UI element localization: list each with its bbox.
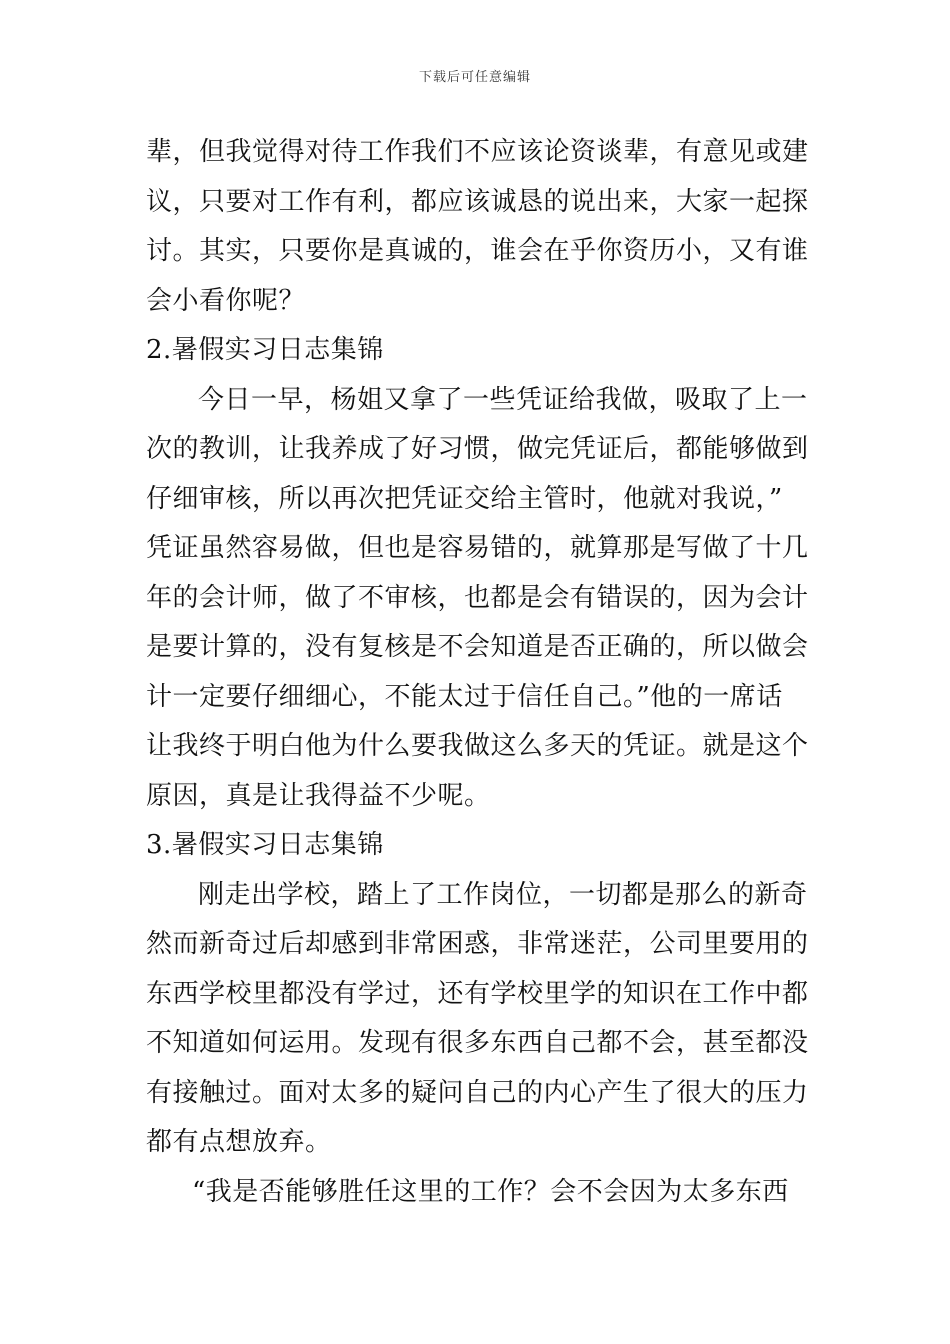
text-line: 不知道如何运用。发现有很多东西自己都不会，甚至都没 bbox=[146, 1028, 809, 1058]
text-line: 讨。其实，只要你是真诚的，谁会在乎你资历小，又有谁 bbox=[146, 236, 809, 266]
paragraph-first-line: 今日一早，杨姐又拿了一些凭证给我做，吸取了上一 bbox=[198, 384, 808, 415]
text-line: 东西学校里都没有学过，还有学校里学的知识在工作中都 bbox=[146, 978, 809, 1009]
text-line: 仔细审核，所以再次把凭证交给主管时，他就对我说，” bbox=[146, 483, 783, 514]
page-header: 下载后可任意编辑 bbox=[418, 70, 531, 85]
text-line: 议，只要对工作有利，都应该诚恳的说出来，大家一起探 bbox=[146, 186, 809, 217]
text-line: 有接触过。面对太多的疑问自己的内心产生了很大的压力 bbox=[146, 1077, 809, 1108]
document-body bbox=[146, 128, 814, 1217]
paragraph-first-line: 刚走出学校，踏上了工作岗位，一切都是那么的新奇 bbox=[198, 879, 808, 910]
text-line: 年的会计师，做了不审核，也都是会有错误的，因为会计 bbox=[146, 582, 809, 613]
text-line: 计一定要仔细细心，不能太过于信任自己。”他的一席话 bbox=[146, 681, 783, 712]
text-line: 原因，真是让我得益不少呢。 bbox=[146, 780, 491, 811]
text-line: 凭证虽然容易做，但也是容易错的，就算那是写做了十几 bbox=[146, 533, 809, 563]
text-line: 会小看你呢？ bbox=[146, 285, 306, 316]
text-line: 然而新奇过后却感到非常困惑，非常迷茫，公司里要用的 bbox=[146, 929, 809, 959]
text-line: 让我终于明白他为什么要我做这么多天的凭证。就是这个 bbox=[146, 731, 809, 761]
text-line: 都有点想放弃。 bbox=[146, 1127, 332, 1157]
section-heading: 2.暑假实习日志集锦 bbox=[146, 335, 384, 365]
text-line: 辈，但我觉得对待工作我们不应该论资谈辈，有意见或建 bbox=[146, 137, 809, 167]
text-line: 次的教训，让我养成了好习惯，做完凭证后，都能够做到 bbox=[146, 434, 809, 464]
paragraph-first-line: “我是否能够胜任这里的工作？会不会因为太多东西 bbox=[192, 1176, 789, 1207]
text-line: 是要计算的，没有复核是不会知道是否正确的，所以做会 bbox=[146, 632, 809, 662]
section-heading: 3.暑假实习日志集锦 bbox=[146, 830, 384, 860]
